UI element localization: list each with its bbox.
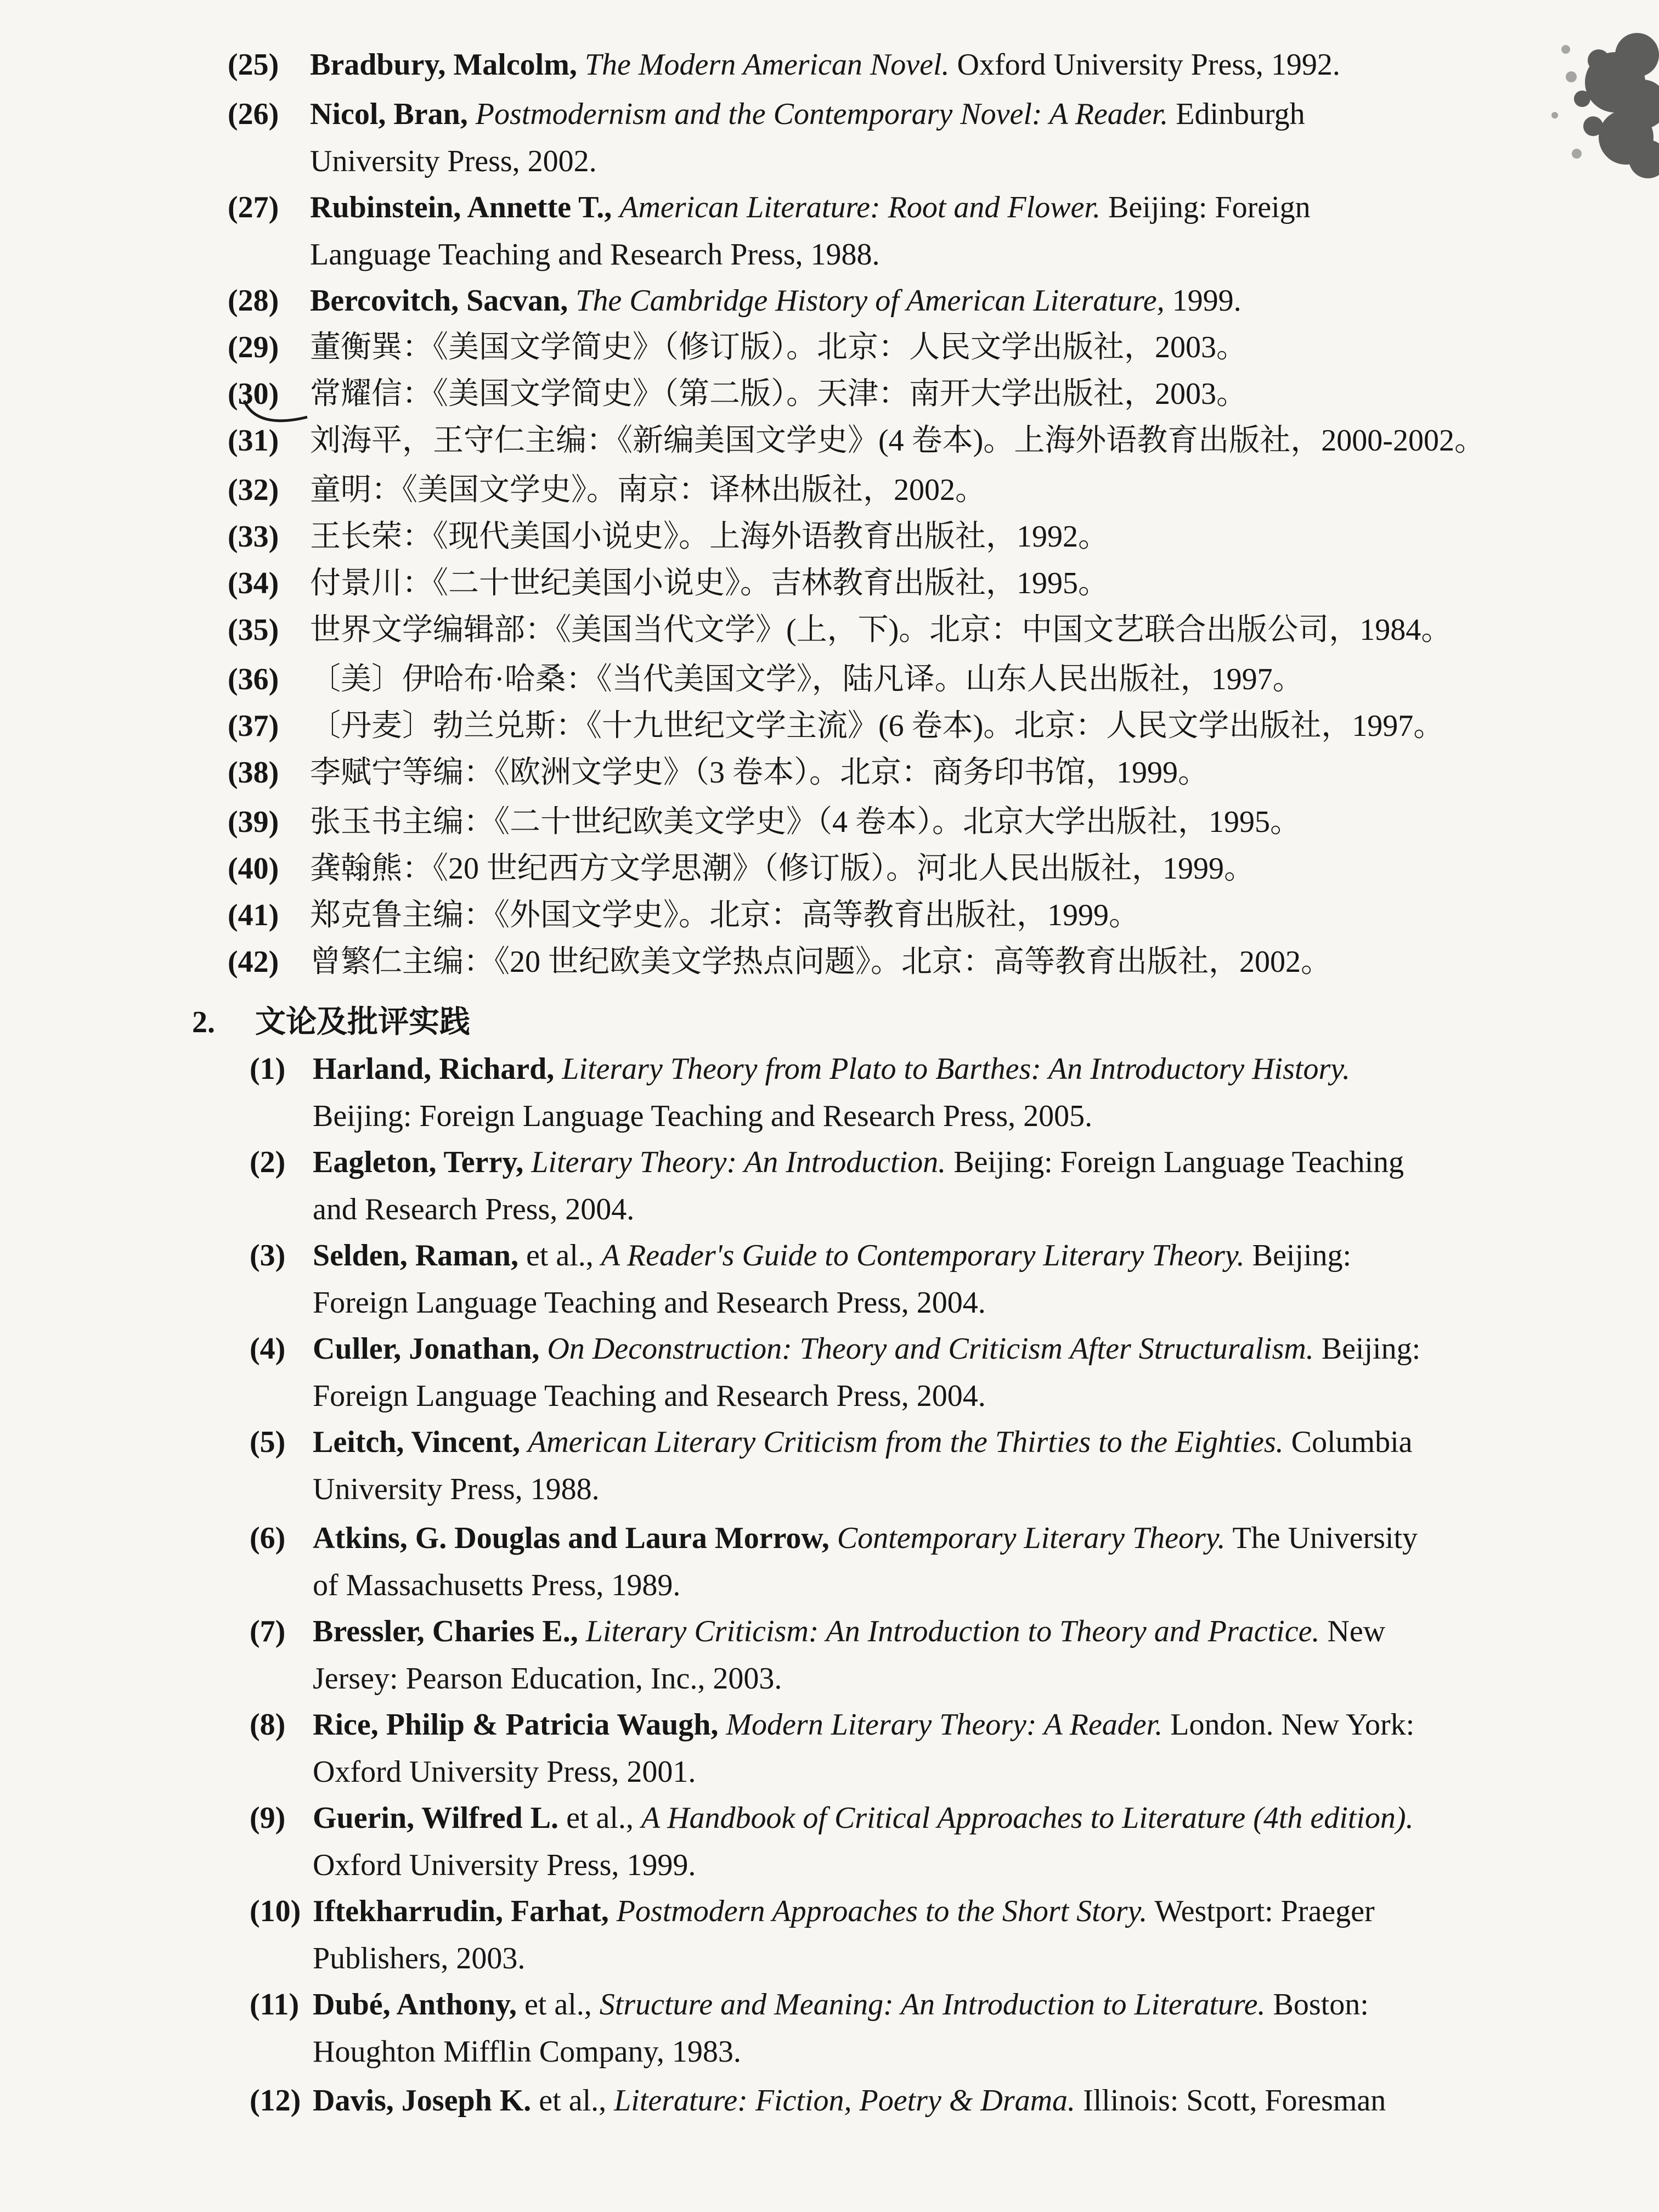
entry-author: Culler, Jonathan, (313, 1332, 540, 1366)
reference-entry (228, 656, 1489, 703)
reference-entry (228, 466, 1489, 514)
entry-title: A Handbook of Critical Approaches to Literature (4th edition). (641, 1801, 1414, 1835)
reference-entry (228, 370, 1489, 418)
entry-number: (40) (228, 852, 279, 886)
entry-number: (34) (228, 566, 279, 600)
reference-entry (228, 41, 1489, 88)
entry-author: Rubinstein, Annette T., (310, 190, 612, 224)
entry-number: (27) (228, 190, 279, 224)
entry-author: Leitch, Vincent, (313, 1425, 520, 1459)
entry-number: (30) (228, 377, 279, 411)
reference-entry (228, 184, 1489, 278)
reference-entry (228, 91, 1489, 185)
entry-title: American Literature: Root and Flower. (619, 190, 1101, 224)
entry-text: 郑克鲁主编：《外国文学史》。北京：高等教育出版社，1999。 (310, 898, 1139, 932)
entry-et-al: et al., (524, 1988, 592, 2022)
entry-publisher: Illinois: Scott, Foresman (1083, 2084, 1386, 2118)
entry-author: Dubé, Anthony, (313, 1988, 517, 2022)
entry-author: Atkins, G. Douglas and Laura Morrow, (313, 1521, 830, 1555)
entry-number: (5) (250, 1425, 286, 1459)
entry-publisher: New (1327, 1614, 1386, 1648)
entry-number: (29) (228, 330, 279, 364)
reference-entry (250, 2077, 1511, 2124)
reference-entry (250, 1045, 1511, 1140)
entry-publisher: Beijing: Foreign Language Teaching (953, 1145, 1404, 1179)
entry-number: (3) (250, 1239, 286, 1273)
entry-author: Guerin, Wilfred L. (313, 1801, 559, 1835)
entry-title: Literary Criticism: An Introduction to Theory and Practice. (585, 1614, 1320, 1648)
entry-text: 王长荣：《现代美国小说史》。上海外语教育出版社，1992。 (310, 520, 1109, 554)
entry-text: 付景川：《二十世纪美国小说史》。吉林教育出版社，1995。 (310, 566, 1109, 600)
entry-text: 李赋宁等编：《欧洲文学史》（3 卷本）。北京：商务印书馆，1999。 (310, 756, 1209, 790)
entry-text: 世界文学编辑部：《美国当代文学》(上，下)。北京：中国文艺联合出版公司，1984。 (310, 613, 1452, 647)
entry-text: 童明：《美国文学史》。南京：译林出版社，2002。 (310, 473, 986, 507)
reference-entry (250, 1608, 1511, 1702)
reference-entry (250, 1232, 1511, 1326)
section-heading (192, 999, 470, 1046)
reference-entry (228, 606, 1489, 654)
entry-continuation: University Press, 1988. (313, 1472, 600, 1506)
reference-entry (228, 938, 1489, 986)
entry-text: 曾繁仁主编：《20 世纪欧美文学热点问题》。北京：高等教育出版社，2002。 (310, 945, 1331, 979)
entry-continuation: Foreign Language Teaching and Research Press, 2004. (313, 1286, 986, 1320)
entry-continuation: Publishers, 2003. (313, 1941, 526, 1975)
entry-number: (32) (228, 473, 279, 507)
entry-et-al: et al., (526, 1239, 594, 1273)
entry-number: (8) (250, 1708, 286, 1742)
entry-text: 〔丹麦〕勃兰兑斯：《十九世纪文学主流》(6 卷本)。北京：人民文学出版社，1997。 (310, 709, 1444, 743)
reference-entry (228, 513, 1489, 560)
entry-title: Modern Literary Theory: A Reader. (726, 1708, 1163, 1742)
entry-continuation: Beijing: Foreign Language Teaching and Research Press, 2005. (313, 1099, 1093, 1133)
entry-number: (28) (228, 284, 279, 318)
entry-title: Literature: Fiction, Poetry & Drama. (614, 2084, 1076, 2118)
entry-number: (1) (250, 1052, 286, 1086)
entry-text: 董衡巽：《美国文学简史》（修订版）。北京：人民文学出版社，2003。 (310, 330, 1247, 364)
entry-author: Selden, Raman, (313, 1239, 518, 1273)
entry-number: (38) (228, 756, 279, 790)
entry-title: Postmodernism and the Contemporary Novel: A Reader. (475, 97, 1169, 131)
entry-author: Bradbury, Malcolm, (310, 48, 577, 82)
entry-title: The Modern American Novel. (584, 48, 950, 82)
entry-author: Rice, Philip & Patricia Waugh, (313, 1708, 719, 1742)
entry-text: 常耀信：《美国文学简史》（第二版）。天津：南开大学出版社，2003。 (310, 377, 1247, 411)
entry-publisher: Beijing: (1321, 1332, 1421, 1366)
reference-entry (228, 417, 1489, 464)
entry-number: (9) (250, 1801, 286, 1835)
entry-title: Contemporary Literary Theory. (837, 1521, 1226, 1555)
entry-et-al: et al., (566, 1801, 634, 1835)
entry-text: 张玉书主编：《二十世纪欧美文学史》（4 卷本）。北京大学出版社，1995。 (310, 805, 1301, 839)
entry-continuation: Language Teaching and Research Press, 1988. (310, 238, 880, 272)
entry-publisher: Westport: Praeger (1154, 1894, 1375, 1928)
entry-continuation: and Research Press, 2004. (313, 1192, 635, 1226)
entry-continuation: Jersey: Pearson Education, Inc., 2003. (313, 1662, 782, 1696)
reference-entry (250, 1794, 1511, 1889)
entry-author: Iftekharrudin, Farhat, (313, 1894, 609, 1928)
entry-number: (42) (228, 945, 279, 979)
entry-publisher: London. New York: (1170, 1708, 1415, 1742)
entry-author: Bressler, Charies E., (313, 1614, 578, 1648)
entry-number: (35) (228, 613, 279, 647)
entry-number: (7) (250, 1614, 286, 1648)
entry-publisher: 1999. (1172, 284, 1242, 318)
entry-number: (6) (250, 1521, 286, 1555)
entry-continuation: Foreign Language Teaching and Research Press, 2004. (313, 1379, 986, 1413)
reference-entry (250, 1419, 1511, 1513)
reference-entry (250, 1139, 1511, 1233)
reference-entry (250, 1888, 1511, 1982)
reference-entry (228, 798, 1489, 846)
entry-publisher: Columbia (1291, 1425, 1413, 1459)
reference-entry (228, 749, 1489, 796)
entry-et-al: et al., (539, 2084, 607, 2118)
entry-title: Postmodern Approaches to the Short Story. (616, 1894, 1148, 1928)
entry-number: (39) (228, 805, 279, 839)
entry-number: (37) (228, 709, 279, 743)
entry-publisher: Oxford University Press, 1992. (957, 48, 1340, 82)
entry-publisher: Beijing: (1252, 1239, 1352, 1273)
entry-number: (41) (228, 898, 279, 932)
entry-number: (36) (228, 662, 279, 696)
entry-text: 刘海平，王守仁主编：《新编美国文学史》(4 卷本)。上海外语教育出版社，2000-2002。 (310, 424, 1485, 458)
entry-publisher: Boston: (1273, 1988, 1369, 2022)
entry-publisher: The University (1232, 1521, 1418, 1555)
entry-author: Eagleton, Terry, (313, 1145, 524, 1179)
entry-text: 〔美〕伊哈布·哈桑：《当代美国文学》，陆凡译。山东人民出版社，1997。 (310, 662, 1304, 696)
entry-continuation: Oxford University Press, 2001. (313, 1755, 696, 1789)
entry-text: 龚翰熊：《20 世纪西方文学思潮》（修订版）。河北人民出版社，1999。 (310, 852, 1255, 886)
entry-author: Davis, Joseph K. (313, 2084, 532, 2118)
reference-entry (250, 1325, 1511, 1420)
reference-entry (250, 1701, 1511, 1796)
entry-title: The Cambridge History of American Literature, (575, 284, 1165, 318)
entry-number: (33) (228, 520, 279, 554)
reference-entry (228, 277, 1489, 324)
entry-title: A Reader's Guide to Contemporary Literary Theory. (601, 1239, 1245, 1273)
entry-title: Literary Theory: An Introduction. (531, 1145, 946, 1179)
entry-number: (25) (228, 48, 279, 82)
entry-number: (4) (250, 1332, 286, 1366)
entry-title: On Deconstruction: Theory and Criticism After Structuralism. (547, 1332, 1314, 1366)
entry-title: Literary Theory from Plato to Barthes: An Introductory History. (562, 1052, 1351, 1086)
entry-author: Nicol, Bran, (310, 97, 468, 131)
reference-entry (228, 560, 1489, 607)
reference-entry (250, 1981, 1511, 2075)
entry-number: (11) (250, 1988, 300, 2022)
entry-number: (2) (250, 1145, 286, 1179)
entry-number: (31) (228, 424, 279, 458)
entry-publisher: Beijing: Foreign (1108, 190, 1311, 224)
entry-continuation: University Press, 2002. (310, 144, 597, 178)
reference-entry (250, 1515, 1511, 1609)
entry-author: Bercovitch, Sacvan, (310, 284, 568, 318)
entry-continuation: of Massachusetts Press, 1989. (313, 1568, 681, 1602)
reference-entry (228, 702, 1489, 750)
entry-number: (26) (228, 97, 279, 131)
entry-continuation: Oxford University Press, 1999. (313, 1848, 696, 1882)
section-number: 2. (192, 1005, 215, 1039)
reference-entry (228, 892, 1489, 939)
reference-entry (228, 324, 1489, 371)
entry-number: (12) (250, 2084, 301, 2118)
entry-continuation: Houghton Mifflin Company, 1983. (313, 2035, 741, 2069)
reference-entry (228, 845, 1489, 892)
entry-title: Structure and Meaning: An Introduction to Literature. (599, 1988, 1266, 2022)
scan-smudge (1516, 16, 1659, 187)
section-title: 文论及批评实践 (255, 1005, 470, 1039)
entry-number: (10) (250, 1894, 301, 1928)
entry-title: American Literary Criticism from the Thirties to the Eighties. (527, 1425, 1284, 1459)
entry-author: Harland, Richard, (313, 1052, 555, 1086)
entry-publisher: Edinburgh (1176, 97, 1305, 131)
